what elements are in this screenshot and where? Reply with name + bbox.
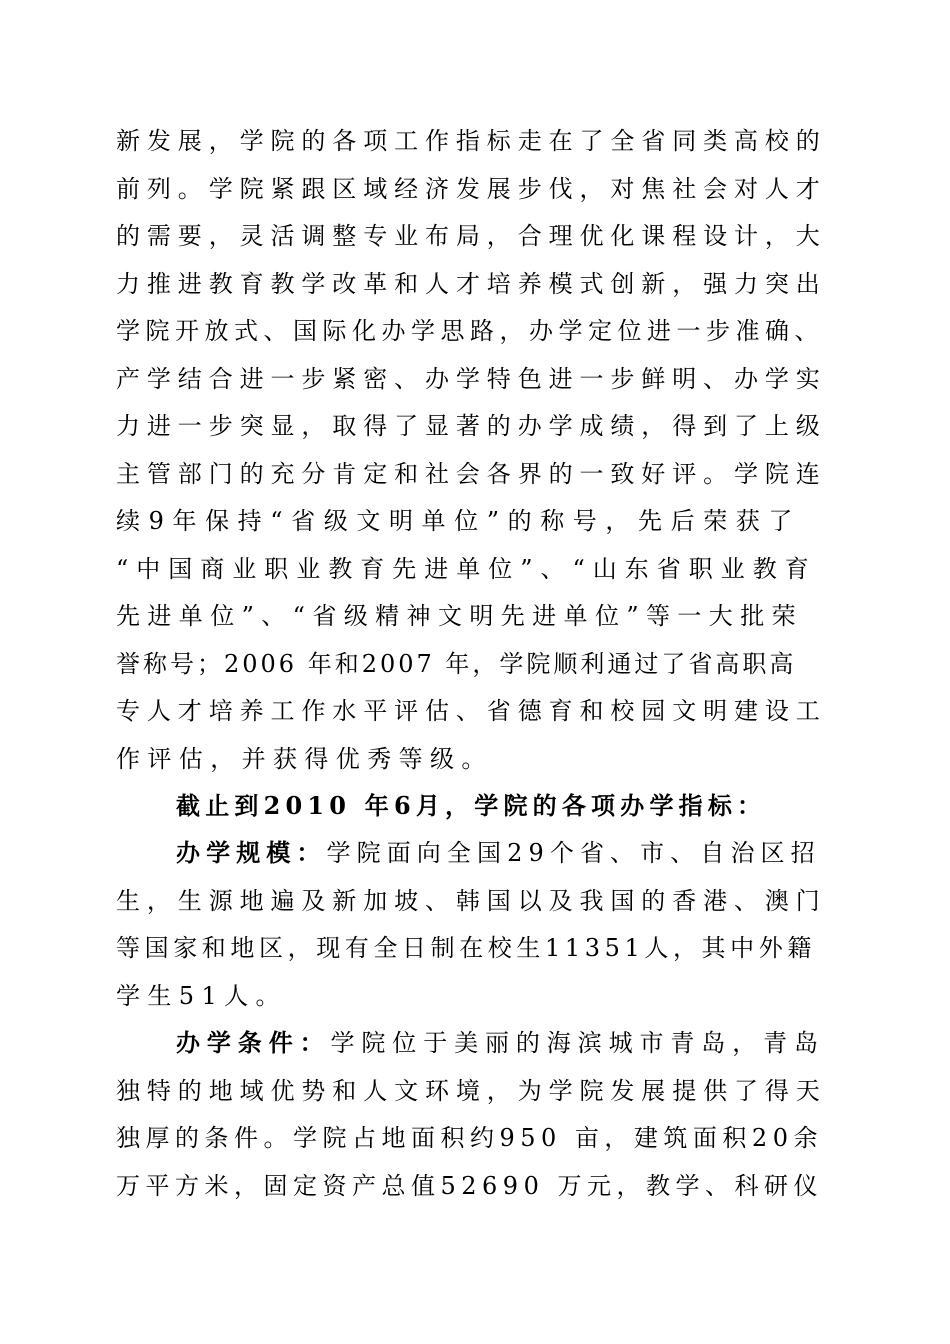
paragraph-line: 学生51人。: [116, 982, 287, 1010]
paragraph-line: 先进单位”、“省级精神文明先进单位”等一大批荣: [116, 602, 804, 630]
paragraph-line: [176, 835, 830, 871]
paragraph-line: [176, 1025, 830, 1061]
paragraph-line: 力进一步突显，取得了显著的办学成绩，得到了上级: [116, 412, 827, 440]
paragraph-line: 主管部门的充分肯定和社会各界的一致好评。学院连: [116, 460, 827, 488]
paragraph-line: 誉称号；2006 年和2007 年，学院顺利通过了省高职高: [116, 650, 797, 678]
paragraph-line: 万平方米，固定资产总值52690 万元，教学、科研仪: [116, 1172, 823, 1200]
paragraph-line: 前列。学院紧跟区域经济发展步伐，对焦社会对人才: [116, 175, 827, 203]
paragraph-line: 生，生源地遍及新加坡、韩国以及我国的香港、澳门: [116, 887, 827, 915]
section-heading: 截止到2010 年6月，学院的各项办学指标：: [176, 791, 767, 820]
paragraph-line: 学院开放式、国际化办学思路，办学定位进一步准确、: [116, 317, 824, 345]
paragraph-line: 独厚的条件。学院占地面积约950 亩，建筑面积20余: [116, 1124, 823, 1152]
paragraph-label: 办学条件：: [176, 1028, 331, 1057]
paragraph-text: 学院面向全国29个省、市、自治区招: [326, 839, 821, 867]
paragraph-text: 学院位于美丽的海滨城市青岛，青岛: [330, 1029, 825, 1057]
paragraph-line: 力推进教育教学改革和人才培养模式创新，强力突出: [116, 270, 827, 298]
paragraph-label: 办学规模：: [176, 838, 327, 867]
paragraph-line: 续9年保持“省级文明单位”的称号，先后荣获了: [116, 507, 802, 535]
paragraph-line: 产学结合进一步紧密、办学特色进一步鲜明、办学实: [116, 365, 827, 393]
paragraph-line: 的需要，灵活调整专业布局，合理优化课程设计，大: [116, 222, 827, 250]
paragraph-line: “中国商业职业教育先进单位”、“山东省职业教育: [116, 555, 817, 583]
paragraph-line: 专人才培养工作水平评估、省德育和校园文明建设工: [116, 697, 827, 725]
paragraph-line: 等国家和地区，现有全日制在校生11351人，其中外籍: [116, 934, 816, 962]
paragraph-line: 新发展，学院的各项工作指标走在了全省同类高校的: [116, 127, 827, 155]
paragraph-line: 作评估，并获得优秀等级。: [116, 745, 493, 773]
paragraph-line: 独特的地域优势和人文环境，为学院发展提供了得天: [116, 1077, 827, 1105]
